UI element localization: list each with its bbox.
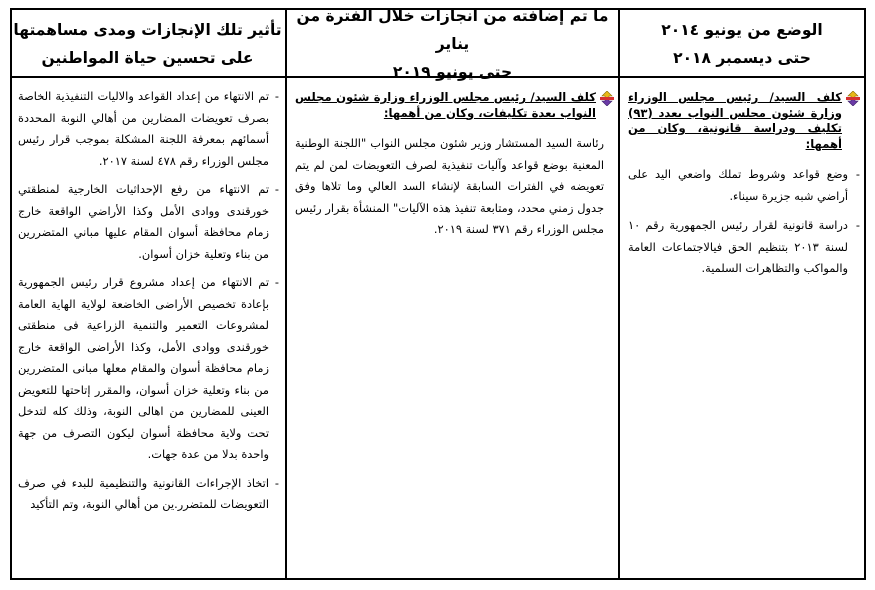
header-line: الوضع من يونيو ٢٠١٤ [661,21,823,39]
list-item [18,272,279,466]
dash-bullet: - [274,275,279,289]
col3-cell [10,80,285,578]
col2-cell [287,80,618,578]
dash-bullet: - [274,89,279,103]
list-item-text: اتخاذ الإجراءات القانونية والتنظيمية للبدء في صرف التعويضات للمتضرر.ين من أهالي النوبة، وتم التأكيد [18,475,269,511]
header-col-status-2014-2018 [620,10,864,78]
list-item [18,86,279,172]
task-entry [295,90,614,121]
list-item [628,164,860,207]
list-item-text: وضع قواعد وشروط تملك واضعي اليد على أراضي شبه جزيرة سيناء. [628,167,848,203]
header-col-impact [10,10,285,78]
achievements-table [10,8,866,580]
list-item-text: تم الانتهاء من رفع الإحداثيات الخارجية لمنطقتي خورقندى ووادى الأمل وكذا الأراضي الواقعة خارج زمام محافظة أسوان المقام عليها مباني المتضررين من بناء وتعلية خزان أسوان. [18,182,269,261]
dash-bullet: - [274,475,279,490]
list-item [18,473,279,516]
header-line: حتى يونيو ٢٠١٩ [392,63,513,81]
task-text: كلف السيد/ رئيس مجلس الوزراء وزارة شئون مجلس النواب بعدة تكليفات، وكان من أهمها: [295,90,596,120]
dash-bullet: - [274,182,279,196]
task-text: كلف السيد/ رئيس مجلس الوزراء وزارة شئون مجلس النواب بعدد (٩٣) تكليف ودراسة قانونية، وكان من أهمها: [628,90,842,151]
dash-bullet: - [855,167,860,181]
list-item-text: تم الانتهاء من إعداد مشروع قرار رئيس الجمهورية بإعادة تخصيص الأراضى الخاضعة لولاية الهاية العامة لمشروعات التعمير والتنمية الزراعية فى منطقتى خورقندى ووادى الأمل، وكذا الأراضى الواقعة خارج زمام محافظة أسوان والمقام معلها مبانى المتضررين من بناء وتعلية خزان أسوان، والمقرر إتاحتها للتعويض العينى للمضارين من اهالى النوبة، وذلك كله لتدخل تحت ولاية محافظة أسوان ليكون التصرف من جهة واحدة بدلا من عدة جهات. [18,275,269,461]
header-line: ما تم إضافته من انجازات خلال الفترة من يناير [296,7,609,53]
col1-cell [620,80,864,578]
list-item [628,215,860,280]
task-entry [628,90,860,152]
list-item-text: تم الانتهاء من إعداد القواعد والاليات التنفيذية الخاصة بصرف تعويضات المضارين من أهالي النوبة المحددة أسمائهم بمعرفة اللجنة المشكلة بموجب قرار رئيس مجلس الوزراء رقم ٤٧٨ لسنة ٢٠١٧. [18,89,269,168]
header-line: حتى ديسمبر ٢٠١٨ [673,49,811,67]
arrow-bullet-icon [846,91,860,106]
header-line: تأثير تلك الإنجازات ومدى مساهمتها [13,21,282,39]
list-item [18,179,279,265]
header-line: على تحسين حياة المواطنين [41,49,254,67]
dash-bullet: - [855,218,860,232]
arrow-bullet-icon [600,91,614,106]
list-item-text: دراسة قانونية لقرار رئيس الجمهورية رقم ١٠ لسنة ٢٠١٣ بتنظيم الحق فيالاجتماعات العامة والمواكب والتظاهرات السلمية. [628,218,848,275]
paragraph: رئاسة السيد المستشار وزير شئون مجلس النواب "اللجنة الوطنية المعنية بوضع قواعد وآليات تنفيذية لصرف التعويضات لمن لم يتم تعويضه في الفترات السابقة لإنشاء السد العالي وما تلاها وفق جدول زمني محدد، ومتابعة تنفيذ هذه الآليات" المنشأة بقرار رئيس مجلس الوزراء رقم ٣٧١ لسنة ٢٠١٩. [295,136,604,236]
header-col-additions-2019 [287,7,618,81]
